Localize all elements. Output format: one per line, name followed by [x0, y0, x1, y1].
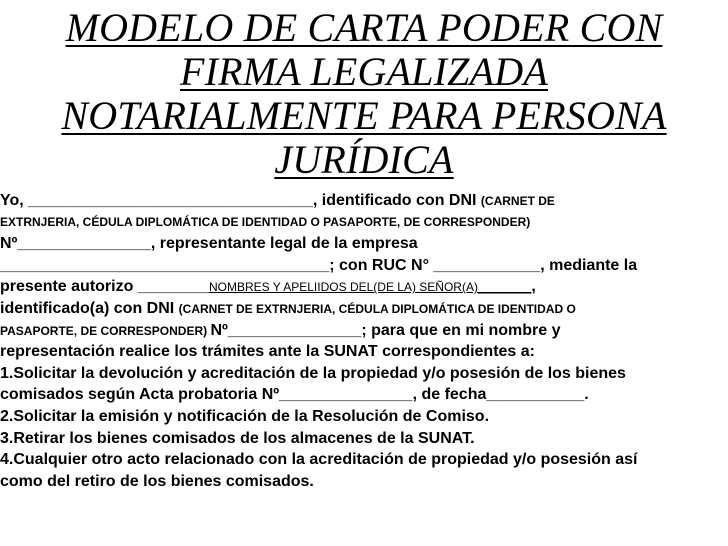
authorization-clause: presente autorizo ________	[0, 278, 209, 296]
body-line-4: _____________________________________; con RUC N° ____________, mediante la	[0, 256, 638, 274]
list-item-1: 1.Solicitar la devolución y acreditación de la propiedad y/o posesión de los bienes	[0, 364, 626, 382]
body-line-3: Nº_______________, representante legal de la empresa	[0, 235, 418, 253]
title-line-2: FIRMA LEGALIZADA	[180, 49, 548, 94]
title-line-4: JURÍDICA	[274, 137, 454, 182]
list-item-4-continued: como del retiro de los bienes comisados.	[0, 472, 314, 490]
representative-id-note: (CARNET DE EXTRNJERIA, CÉDULA DIPLOMÁTICA DE IDENTIDAD O	[178, 301, 576, 316]
list-item-4: 4.Cualquier otro acto relacionado con la acreditación de propiedad y/o posesión así	[0, 451, 638, 469]
body-line-8: representación realice los trámites ante la SUNAT correspondientes a:	[0, 343, 535, 361]
representative-id-number: Nº_______________; para que en mi nombre y	[210, 321, 561, 339]
title-line-3: NOTARIALMENTE PARA PERSONA	[61, 93, 667, 138]
body-line-7	[0, 320, 728, 342]
document-title	[0, 6, 728, 182]
letter-body	[0, 190, 728, 492]
body-line-1	[0, 190, 728, 212]
representative-id-note-end: PASAPORTE, DE CORRESPONDER)	[0, 323, 211, 338]
list-item-1-continued: comisados según Acta probatoria Nº_______________, de fecha___________.	[0, 386, 589, 404]
id-document-note-start: (CARNET DE	[480, 194, 555, 208]
grantor-name-clause: Yo, ________________________________, identificado con DNI	[0, 192, 481, 209]
body-line-6	[0, 298, 728, 320]
representative-id-clause: identificado(a) con DNI	[0, 299, 179, 317]
body-line-2: EXTRNJERIA, CÉDULA DIPLOMÁTICA DE IDENTIDAD O PASAPORTE, DE CORRESPONDER)	[0, 214, 531, 229]
title-line-1: MODELO DE CARTA PODER CON	[65, 5, 663, 50]
comma: ,	[531, 278, 536, 296]
list-item-2: 2.Solicitar la emisión y notificación de la Resolución de Comiso.	[0, 407, 490, 425]
body-line-5	[0, 276, 728, 298]
representative-name-placeholder: NOMBRES Y APELIIDOS DEL(DE LA) SEÑOR(A)________	[209, 280, 532, 295]
list-item-3: 3.Retirar los bienes comisados de los almacenes de la SUNAT.	[0, 429, 475, 447]
